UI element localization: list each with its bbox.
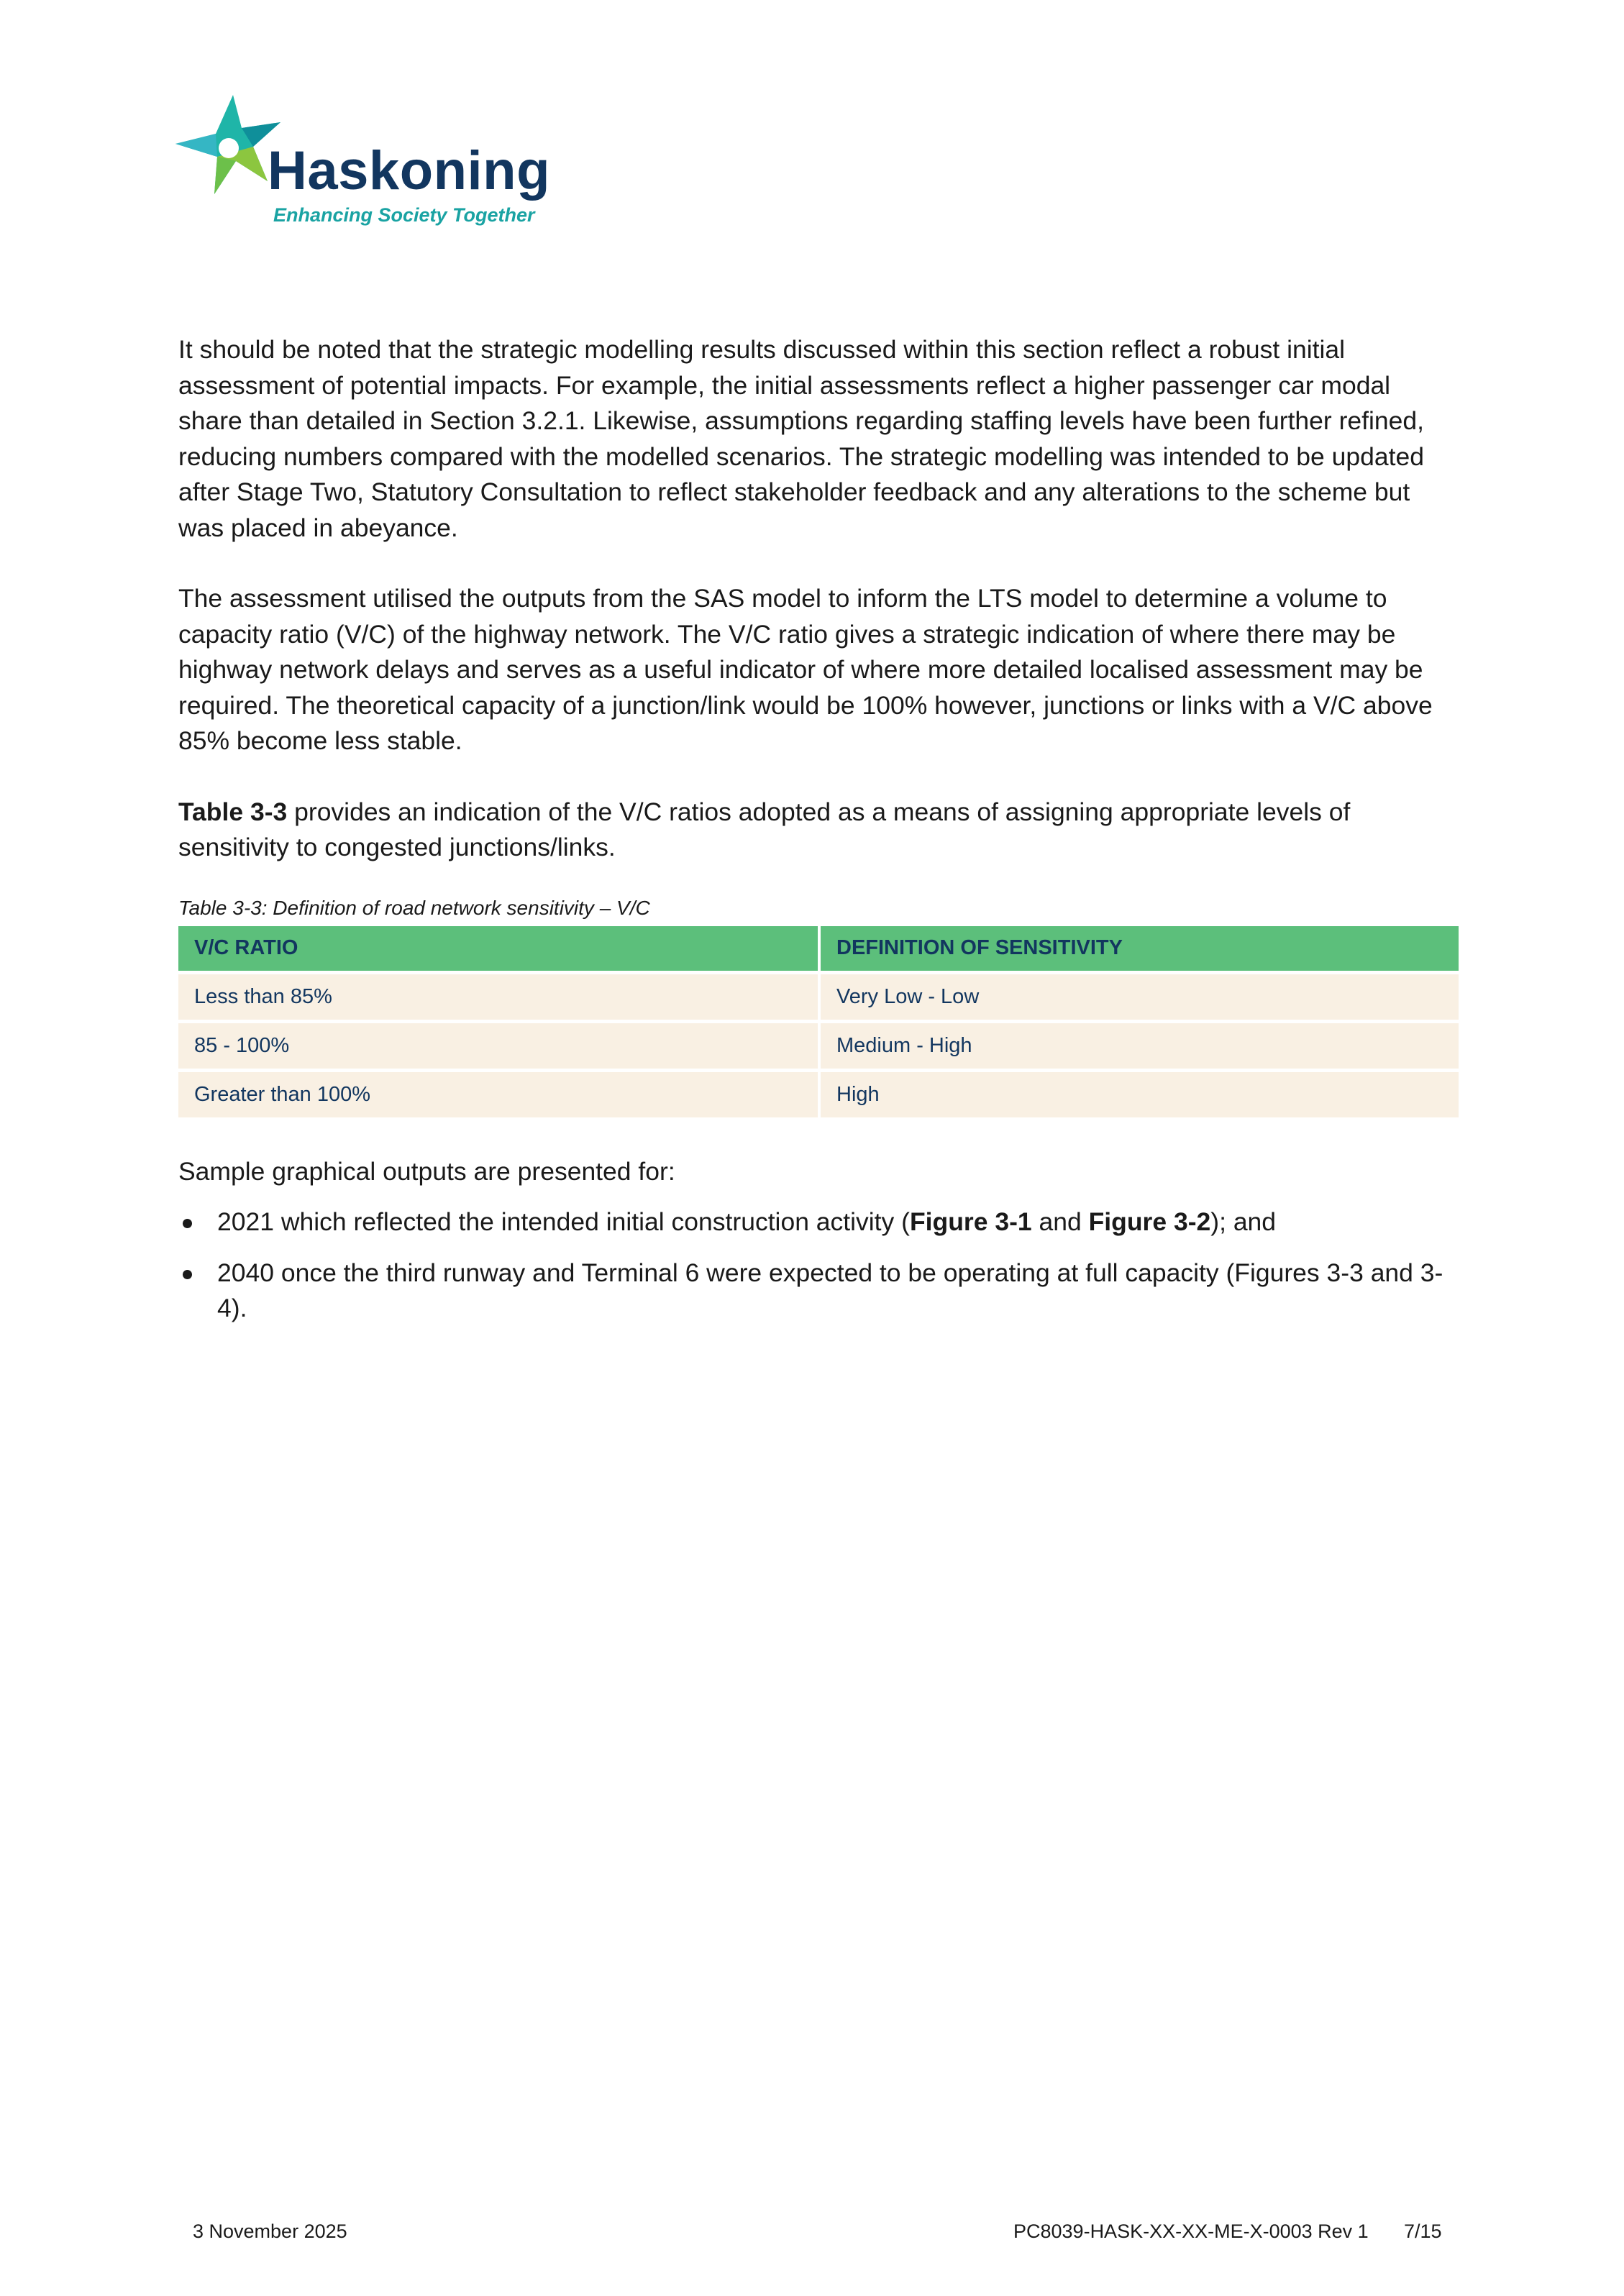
sensitivity-table [178,926,1459,1117]
logo-tagline: Enhancing Society Together [273,204,535,226]
list-text: ); and [1210,1207,1277,1236]
paragraph [178,795,1459,866]
document-body [178,332,1459,1342]
table-header-row [178,926,1459,973]
table-row [178,1021,1459,1070]
list-text: 2021 which reflected the intended initial construction activity ( [217,1207,910,1236]
table-cell: Less than 85% [178,972,819,1021]
table-cell: High [819,1070,1459,1117]
figure-reference: Figure 3-2 [1088,1207,1211,1236]
footer-date: 3 November 2025 [193,2220,347,2242]
table-cell: 85 - 100% [178,1021,819,1070]
footer-page-number: 7/15 [1404,2220,1442,2242]
table-cell: Greater than 100% [178,1070,819,1117]
table-reference: Table 3-3 [178,797,288,826]
table-caption: Table 3-3: Definition of road network sensitivity – V/C [178,896,650,919]
column-header: DEFINITION OF SENSITIVITY [819,926,1459,973]
paragraph: It should be noted that the strategic modelling results discussed within this section reflect a robust initial assessment of potential impacts. For example, the initial assessments reflect a higher passenger car modal share than detailed in Section 3.2.1. Likewise, assumptions regarding staffing levels have been further refined, reducing numbers compared with the modelled scenarios. The strategic modelling was intended to be updated after Stage Two, Statutory Consultation to reflect stakeholder feedback and any alterations to the scheme but was placed in abeyance. [178,335,1425,542]
table-row [178,972,1459,1021]
bullet-list [178,1204,1459,1327]
company-logo [173,93,550,237]
logo-wordmark: Haskoning [268,140,550,201]
list-text: and [1031,1207,1089,1236]
list-item: 2040 once the third runway and Terminal 6 were expected to be operating at full capacity (Figures 3-3 and 3-4). [178,1256,1459,1327]
table-row [178,1070,1459,1117]
paragraph: The assessment utilised the outputs from the SAS model to inform the LTS model to determine a volume to capacity ratio (V/C) of the highway network. The V/C ratio gives a strategic indication of where there may be highway network delays and serves as a useful indicator of where more detailed localised assessment may be required. The theoretical capacity of a junction/link would be 100% however, junctions or links with a V/C above 85% become less stable. [178,584,1433,755]
footer-document-reference: PC8039-HASK-XX-XX-ME-X-0003 Rev 1 [1013,2220,1369,2242]
column-header: V/C RATIO [178,926,819,973]
figure-reference: Figure 3-1 [909,1207,1032,1236]
paragraph-text: provides an indication of the V/C ratios adopted as a means of assigning appropriate levels of sensitivity to congested junctions/links. [178,797,1351,861]
table-cell: Very Low - Low [819,972,1459,1021]
list-item [178,1204,1459,1240]
table-cell: Medium - High [819,1021,1459,1070]
paragraph: Sample graphical outputs are presented for: [178,1156,675,1186]
